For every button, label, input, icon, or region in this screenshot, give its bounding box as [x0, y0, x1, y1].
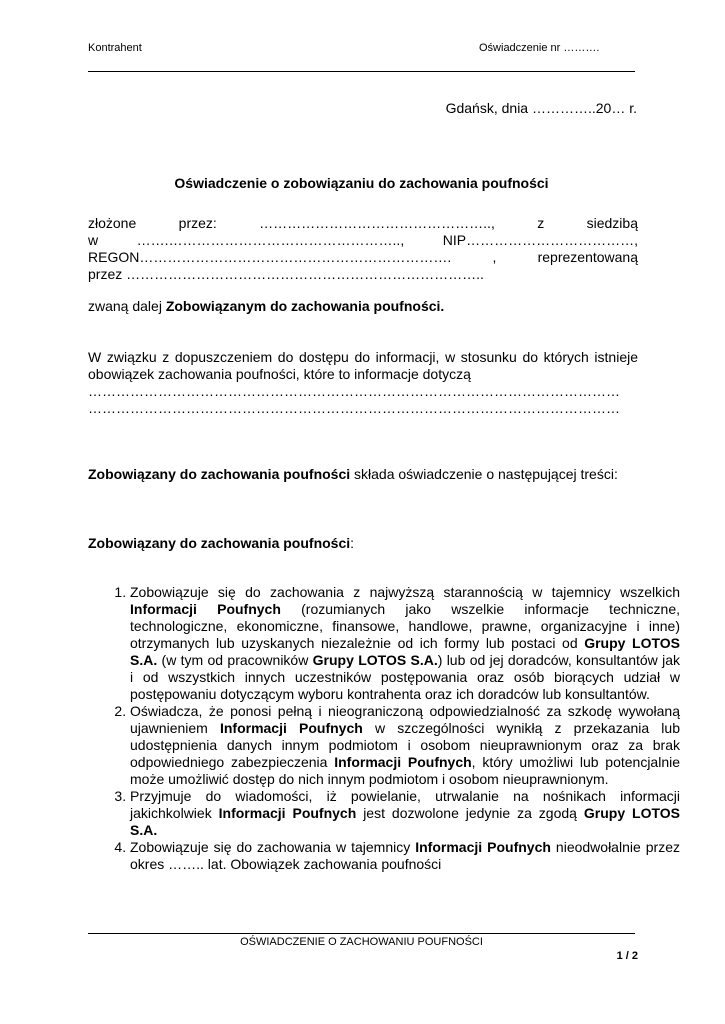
party-line-1: złożone przez: ………………………………………….., z siedzibą [88, 215, 638, 231]
obligations-list [88, 584, 680, 873]
access-paragraph [88, 349, 638, 417]
party-line-3: REGON…………………………………………………………. , reprezentowaną [88, 249, 638, 265]
list-item: 4. Zobowiązuje się do zachowania w tajemnicy Informacji Poufnych nieodwołalnie przez okres …….. lat. Obowiązek zachowania poufności [130, 839, 680, 873]
footer-divider [88, 933, 635, 934]
party-line-2: w …….………………………………………….., NIP………………………………, [88, 232, 638, 248]
page-number: 1 / 2 [616, 950, 638, 962]
access-dots-2: …………………………………………………………………………………………………… [88, 400, 620, 416]
header-left: Kontrahent [88, 42, 142, 54]
list-item: 2. Oświadcza, że ponosi pełną i nieograniczoną odpowiedzialność za szkodę wywołaną ujawnieniem Informacji Poufnych w szczególności wynikłą z przekazania lub udostępnienia danych innym podmiotom i osobom nieuprawnionym oraz za brak odpowiedniego zabezpieczenia Informacji Poufnych, który umożliwi lub potencjalnie może umożliwić dostęp do nich innym podmiotom i osobom nieuprawnionym. [130, 703, 680, 788]
header-divider [88, 71, 635, 72]
document-title: Oświadczenie o zobowiązaniu do zachowania poufności [174, 175, 549, 191]
footer-title: OŚWIADCZENIE O ZACHOWANIU POUFNOŚCI [240, 936, 483, 948]
list-item: 1. Zobowiązuje się do zachowania z najwyższą starannością w tajemnicy wszelkich Informacji Poufnych (rozumianych jako wszelkie informacje techniczne, technologiczne, ekonomiczne, finansowe, handlowe, prawne, organizacyjne i inne) otrzymanych lub uzyskanych niezależnie od ich formy lub postaci od Grupy LOTOS S.A. (w tym od pracowników Grupy LOTOS S.A.) lub od jej doradców, konsultantów jak i od wszystkich innych uczestników postępowania oraz osób biorących udział w postępowaniu dotyczącym wyboru kontrahenta oraz ich doradców lub konsultantów. [130, 584, 680, 703]
header-right: Oświadczenie nr ………. [479, 42, 600, 54]
place-date: Gdańsk, dnia …………..20… r. [445, 100, 637, 116]
access-text: W związku z dopuszczeniem do dostępu do informacji, w stosunku do których istnieje obowiązek zachowania poufności, które to informacje dotyczą [88, 349, 638, 382]
party-line-4: przez ………………………………………………………………….. [88, 266, 484, 282]
statement-paragraph: Zobowiązany do zachowania poufności składa oświadczenie o następującej treści: [88, 466, 618, 482]
obligations-heading: Zobowiązany do zachowania poufności: [88, 535, 355, 551]
access-dots-1: …………………………………………………………………………………………………… [88, 383, 620, 399]
called-paragraph: zwaną dalej Zobowiązanym do zachowania poufności. [88, 298, 445, 314]
party-block [88, 215, 638, 283]
list-item: 3. Przyjmuje do wiadomości, iż powielanie, utrwalanie na nośnikach informacji jakichkolwiek Informacji Poufnych jest dozwolone jedynie za zgodą Grupy LOTOS S.A. [130, 788, 680, 839]
